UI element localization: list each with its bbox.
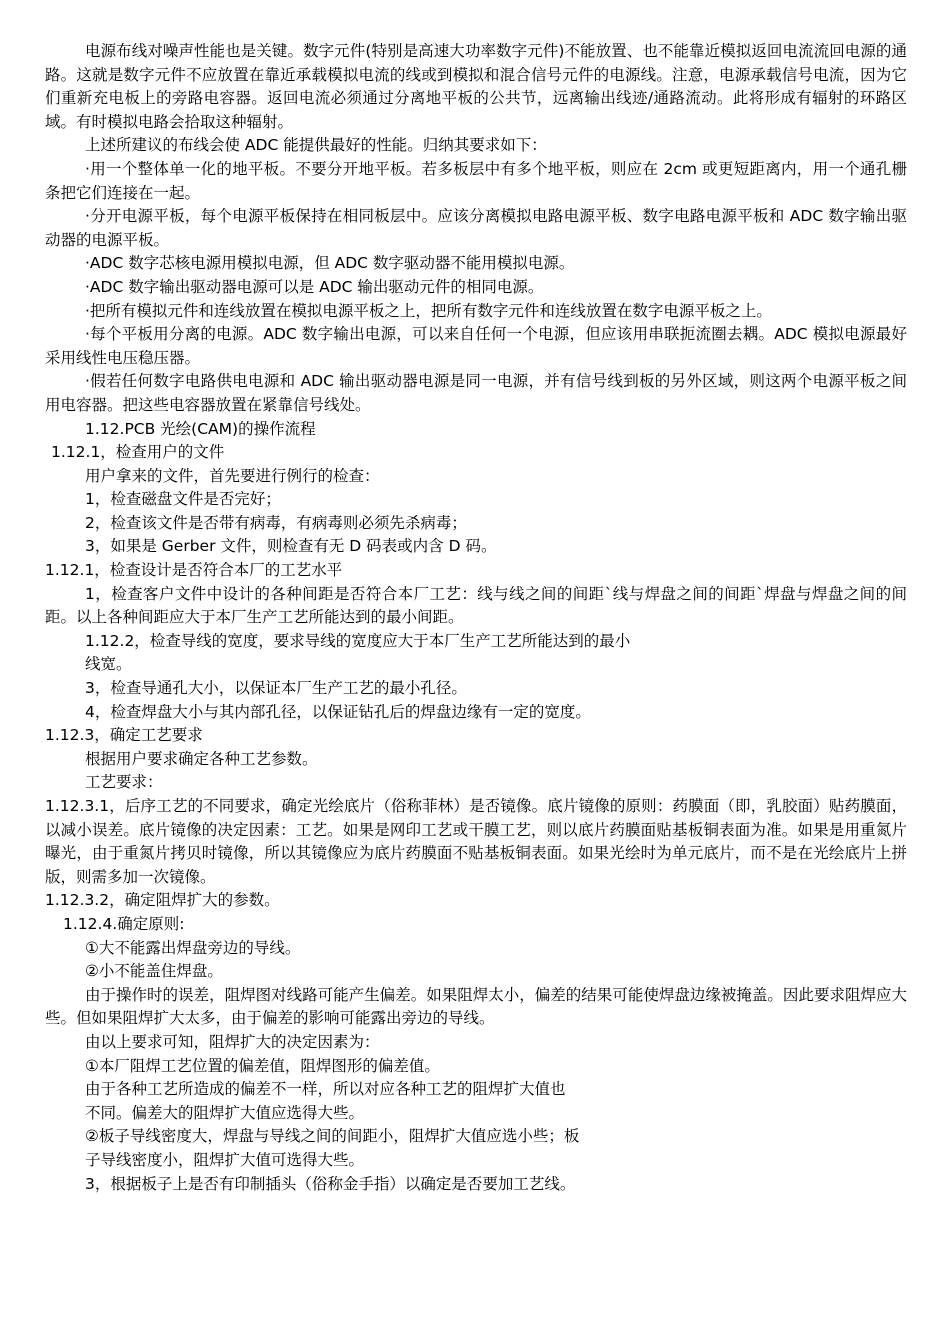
list-item-factor-density-cont: 子导线密度小，阻焊扩大值可选得大些。 [85,1150,365,1169]
paragraph-deviation-detail-cont: 不同。偏差大的阻焊扩大值应选得大些。 [85,1103,365,1122]
bullet-ground-plane: ·用一个整体单一化的地平板。不要分开地平板。若多板层中有多个地平板，则应在 2cm 或更短距离内，用一个通孔栅条把它们连接在一起。 [45,159,907,202]
bullet-separate-supplies: ·每个平板用分离的电源。ADC 数字输出电源，可以来自任何一个电源，但应该用串联扼流圈去耦。ADC 模拟电源最好采用线性电压稳压器。 [45,325,907,367]
paragraph-mask-factors: 由以上要求可知，阻焊扩大的决定因素为： [85,1032,380,1051]
section-heading-principles: 1.12.4.确定原则: [63,914,185,933]
paragraph-mask-deviation: 由于操作时的误差，阻焊图对线路可能产生偏差。如果阻焊太小，偏差的结果可能使焊盘边缘被掩盖。因此要求阻焊应大些。但如果阻焊扩大太多，由于偏差的影响可能露出旁边的导线。 [45,985,907,1028]
list-item-virus-check: 2，检查该文件是否带有病毒，有病毒则必须先杀病毒； [85,513,467,532]
bullet-adc-driver-power: ·ADC 数字输出驱动器电源可以是 ADC 输出驱动元件的相同电源。 [85,277,544,296]
paragraph-power-routing: 电源布线对噪声性能也是关键。数字元件(特别是高速大功率数字元件)不能放置、也不能靠近模拟返回电流流回电源的通路。这就是数字元件不应放置在靠近承载模拟电流的线或到模拟和混合信号元件的电源线。注意，电源承载信号电流，因为它们重新充电板上的旁路电容器。返回电流必须通过分离地平板的公共节，远离输出线迹/通路流动。此将形成有辐射的环路区域。有时模拟电路会拾取这种辐射。 [45,42,907,131]
list-item-factor-density: ②板子导线密度大，焊盘与导线之间的间距小，阻焊扩大值应选小些；板 [85,1127,580,1146]
paragraph-routine-check: 用户拿来的文件，首先要进行例行的检查： [85,466,380,485]
paragraph-process-label: 工艺要求： [85,773,163,792]
list-item-gerber-check: 3，如果是 Gerber 文件，则检查有无 D 码表或内含 D 码。 [85,537,497,556]
section-heading-check-design: 1.12.1，检查设计是否符合本厂的工艺水平 [45,561,343,580]
list-item-spacing-check: 1，检查客户文件中设计的各种间距是否符合本厂工艺：线与线之间的间距`线与焊盘之间的间距`焊盘与焊盘之间的间距。以上各种间距应大于本厂生产工艺所能达到的最小间距。 [45,584,907,627]
bullet-decoupling-capacitors: ·假若任何数字电路供电电源和 ADC 输出驱动器电源是同一电源，并有信号线到板的另外区域，则这两个电源平板之间用电容器。把这些电容器放置在紧靠信号线处。 [45,372,907,414]
paragraph-process-params: 根据用户要求确定各种工艺参数。 [85,749,318,768]
bullet-component-placement: ·把所有模拟元件和连线放置在模拟电源平板之上，把所有数字元件和连线放置在数字电源平板之上。 [85,301,772,320]
list-item-factor-deviation: ①本厂阻焊工艺位置的偏差值，阻焊图形的偏差值。 [85,1056,440,1075]
paragraph-film-mirroring: 1.12.3.1，后序工艺的不同要求，确定光绘底片（俗称菲林）是否镜像。底片镜像的原则：药膜面（即，乳胶面）贴药膜面，以减小误差。底片镜像的决定因素：工艺。如果是网印工艺或干膜工艺，则以底片药膜面贴基板铜表面为准。如果是用重氮片曝光，由于重氮片拷贝时镜像，所以其镜像应为底片药膜面不贴基板铜表面。如果光绘时为单元底片，而不是在光绘底片上拼版，则需多加一次镜像。 [45,797,907,886]
list-item-disk-check: 1，检查磁盘文件是否完好； [85,490,281,509]
list-item-principle-small: ②小不能盖住焊盘。 [85,962,223,981]
bullet-power-planes: ·分开电源平板，每个电源平板保持在相同板层中。应该分离模拟电路电源平板、数字电路电源平板和 ADC 数字输出驱动器的电源平板。 [45,207,907,249]
section-heading-solder-mask: 1.12.3.2，确定阻焊扩大的参数。 [45,891,280,910]
list-item-principle-large: ①大不能露出焊盘旁边的导线。 [85,938,301,957]
section-heading-process-requirements: 1.12.3，确定工艺要求 [45,726,203,745]
list-item-gold-finger: 3，根据板子上是否有印制插头（俗称金手指）以确定是否要加工艺线。 [85,1174,576,1193]
list-item-pad-check: 4，检查焊盘大小与其内部孔径，以保证钻孔后的焊盘边缘有一定的宽度。 [85,702,591,721]
list-item-trace-width-cont: 线宽。 [85,655,132,674]
section-heading-check-files: 1.12.1，检查用户的文件 [51,443,225,462]
section-heading-cam-flow: 1.12.PCB 光绘(CAM)的操作流程 [85,419,316,438]
document-body [45,40,907,1196]
paragraph-deviation-detail: 由于各种工艺所造成的偏差不一样，所以对应各种工艺的阻焊扩大值也 [85,1080,566,1099]
paragraph-adc-summary: 上述所建议的布线会使 ADC 能提供最好的性能。归纳其要求如下： [85,136,547,155]
list-item-trace-width-check: 1.12.2，检查导线的宽度，要求导线的宽度应大于本厂生产工艺所能达到的最小 [85,631,631,650]
bullet-adc-core-power: ·ADC 数字芯核电源用模拟电源，但 ADC 数字驱动器不能用模拟电源。 [85,254,575,273]
list-item-via-check: 3，检查导通孔大小，以保证本厂生产工艺的最小孔径。 [85,679,467,698]
